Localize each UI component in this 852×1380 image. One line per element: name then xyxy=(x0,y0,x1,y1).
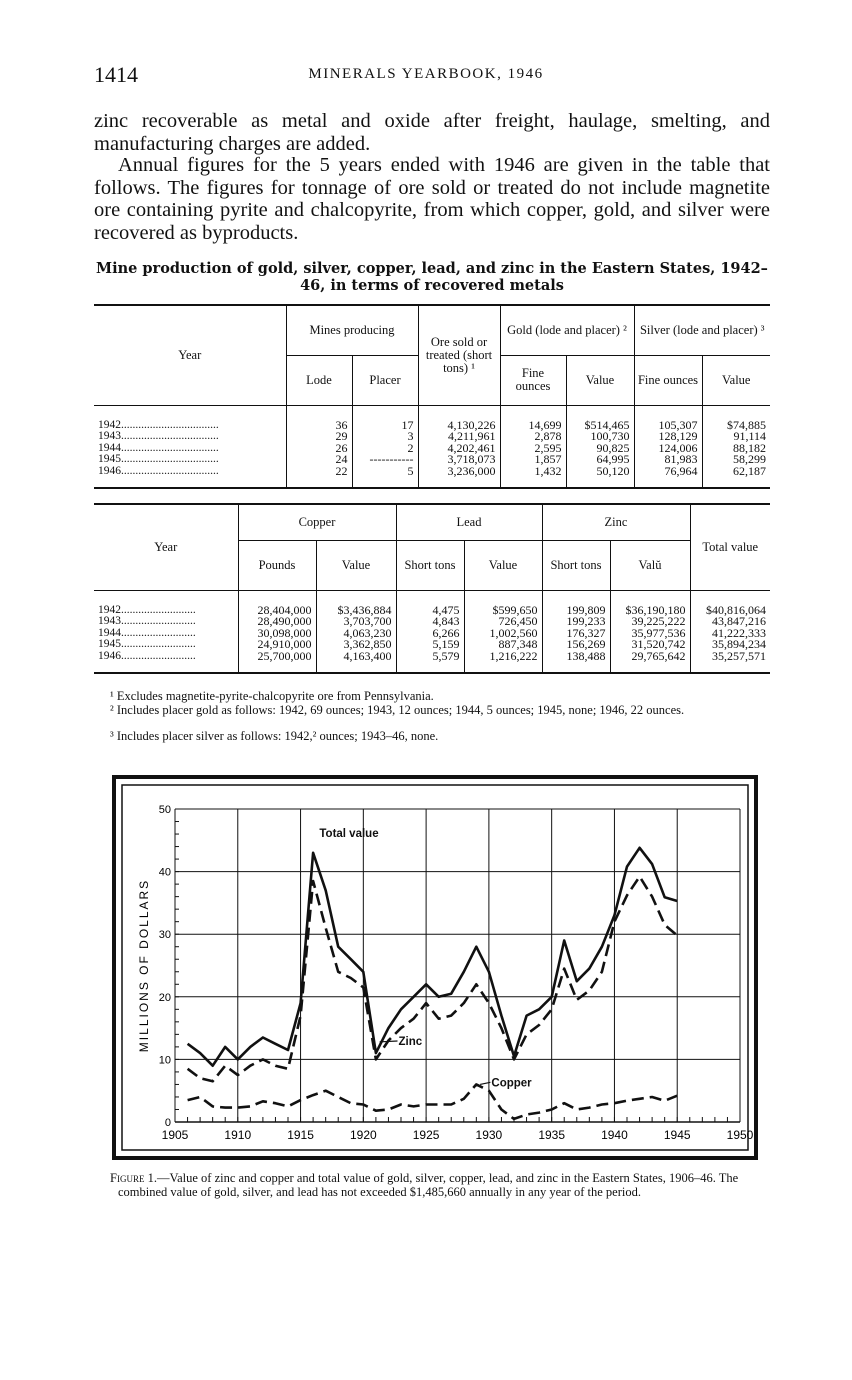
table-row xyxy=(94,405,770,431)
table-cell: 25,700,000 xyxy=(238,651,316,674)
table-cell: 2,878 xyxy=(500,431,566,443)
x-tick-label: 1925 xyxy=(412,1128,440,1142)
table-cell: 28,490,000 xyxy=(238,616,316,628)
table2-body xyxy=(94,590,770,673)
table-cell: 156,269 xyxy=(542,639,610,651)
table-cell: 4,130,226 xyxy=(418,405,500,431)
y-tick-label: 10 xyxy=(158,1054,171,1067)
table-cell: 29 xyxy=(286,431,352,443)
series-label: Total value xyxy=(319,828,379,841)
table-cell: 35,257,571 xyxy=(690,651,770,674)
table-cell: 88,182 xyxy=(702,443,770,455)
table-cell: 39,225,222 xyxy=(610,616,690,628)
table-cell: 3 xyxy=(352,431,418,443)
table-cell: $3,436,884 xyxy=(316,590,396,616)
header-copper-pounds: Pounds xyxy=(238,540,316,590)
header-total-value: Total value xyxy=(690,504,770,590)
table-cell: $514,465 xyxy=(566,405,634,431)
x-tick-label: 1945 xyxy=(663,1128,691,1142)
table-cell: 100,730 xyxy=(566,431,634,443)
header-lead: Lead xyxy=(396,504,542,540)
table-cell: 24,910,000 xyxy=(238,639,316,651)
table-row xyxy=(94,466,770,489)
x-tick-label: 1950 xyxy=(726,1128,754,1142)
header-mines-producing: Mines producing xyxy=(286,305,418,355)
production-table-gold-silver xyxy=(94,304,770,489)
x-tick-label: 1940 xyxy=(601,1128,628,1142)
chart-grid xyxy=(175,809,740,1122)
table-cell: 887,348 xyxy=(464,639,542,651)
table-cell: 62,187 xyxy=(702,466,770,489)
paragraph-2: Annual figures for the 5 years ended with 1946 are given in the table that follows. The figures for tonnage of ore sold or treated do not include magnetite ore containing pyrite and chalcopyrite, from which copper, gold, and silver were recovered as byproducts. xyxy=(94,154,770,244)
table-cell: $74,885 xyxy=(702,405,770,431)
footnote-2: ² Includes placer gold as follows: 1942, 69 ounces; 1943, 12 ounces; 1944, 5 ounces; 1945, none; 1946, 22 ounces. xyxy=(110,703,685,717)
header-gold: Gold (lode and placer) ² xyxy=(500,305,634,355)
table-cell: 28,404,000 xyxy=(238,590,316,616)
table-cell: 50,120 xyxy=(566,466,634,489)
table-cell: $599,650 xyxy=(464,590,542,616)
caption-text: —Value of zinc and copper and total value of gold, silver, copper, lead, and zinc in the Eastern States, 1906–46. The combined value of gold, silver, and lead has not exceeded $1,485,660 annually in any year of the period. xyxy=(118,1171,739,1199)
chart-outer-frame xyxy=(114,777,756,1158)
header-year: Year xyxy=(94,504,238,590)
table-title: Mine production of gold, silver, copper, lead, and zinc in the Eastern States, 1942–46, in terms of recovered metals xyxy=(96,260,768,294)
row-year: 1944.................................. xyxy=(98,442,219,454)
table-cell: 2,595 xyxy=(500,443,566,455)
table-cell: 5,159 xyxy=(396,639,464,651)
table-cell: 58,299 xyxy=(702,454,770,466)
table-cell: 26 xyxy=(286,443,352,455)
table-cell: 5 xyxy=(352,466,418,489)
paragraph-1: zinc recoverable as metal and oxide after freight, haulage, smelting, and manufacturing charges are added. xyxy=(94,110,770,155)
header-gold-fine-ounces: Fine ounces xyxy=(500,355,566,405)
table-cell: 3,718,073 xyxy=(418,454,500,466)
row-year: 1943.......................... xyxy=(98,616,196,628)
table-cell: 6,266 xyxy=(396,628,464,640)
table-cell: 64,995 xyxy=(566,454,634,466)
header-gold-value: Value xyxy=(566,355,634,405)
chart-inner-frame xyxy=(122,785,748,1150)
table-cell: 105,307 xyxy=(634,405,702,431)
table-cell: 35,977,536 xyxy=(610,628,690,640)
table-cell: 1,002,560 xyxy=(464,628,542,640)
table-cell: 4,202,461 xyxy=(418,443,500,455)
page-number: 1414 xyxy=(94,62,138,87)
row-year: 1946.......................... xyxy=(98,650,196,662)
row-year: 1942.................................. xyxy=(98,418,219,431)
x-tick-label: 1935 xyxy=(538,1128,566,1142)
table-cell: 3,236,000 xyxy=(418,466,500,489)
table-cell: 43,847,216 xyxy=(690,616,770,628)
x-tick-label: 1915 xyxy=(287,1128,314,1142)
table-cell: 138,488 xyxy=(542,651,610,674)
table-cell: 14,699 xyxy=(500,405,566,431)
header-silver-value: Value xyxy=(702,355,770,405)
y-tick-label: 50 xyxy=(158,804,171,816)
x-tick-label: 1920 xyxy=(349,1128,377,1142)
header-silver-fine-ounces: Fine ounces xyxy=(634,355,702,405)
table-cell: 124,006 xyxy=(634,443,702,455)
table-cell: 22 xyxy=(286,466,352,489)
table-cell: 726,450 xyxy=(464,616,542,628)
x-tick-label: 1910 xyxy=(224,1128,252,1142)
table-cell: 176,327 xyxy=(542,628,610,640)
row-year: 1945.................................. xyxy=(98,454,219,466)
series-line-zinc xyxy=(188,877,678,1082)
series-line-total-value xyxy=(188,848,678,1066)
table-cell: 90,825 xyxy=(566,443,634,455)
table-cell: 2 xyxy=(352,443,418,455)
table-cell: $40,816,064 xyxy=(690,590,770,616)
table-cell: 35,894,234 xyxy=(690,639,770,651)
series-label: Zinc xyxy=(398,1036,423,1049)
caption-label: Figure 1. xyxy=(110,1171,157,1185)
table-row xyxy=(94,590,770,616)
table-cell: 24 xyxy=(286,454,352,466)
table-cell: 1,216,222 xyxy=(464,651,542,674)
table-cell: 36 xyxy=(286,405,352,431)
row-year: 1945.......................... xyxy=(98,639,196,651)
table-cell: 3,362,850 xyxy=(316,639,396,651)
table-cell: 5,579 xyxy=(396,651,464,674)
running-head: MINERALS YEARBOOK, 1946 xyxy=(308,66,544,82)
row-year: 1946.................................. xyxy=(98,465,219,477)
table-cell: $36,190,180 xyxy=(610,590,690,616)
header-zinc: Zinc xyxy=(542,504,690,540)
figure-caption xyxy=(110,1172,778,1199)
series-line-copper xyxy=(188,1084,678,1119)
y-tick-label: 20 xyxy=(158,991,171,1004)
x-tick-label: 1905 xyxy=(161,1128,189,1142)
chart-lines xyxy=(188,848,678,1119)
header-placer: Placer xyxy=(352,355,418,405)
header-zinc-short-tons: Short tons xyxy=(542,540,610,590)
header-lode: Lode xyxy=(286,355,352,405)
table-cell: 1,857 xyxy=(500,454,566,466)
x-tick-label: 1930 xyxy=(475,1128,503,1142)
table-cell: 91,114 xyxy=(702,431,770,443)
table-cell: 4,475 xyxy=(396,590,464,616)
footnote-1: ¹ Excludes magnetite-pyrite-chalcopyrite ore from Pennsylvania. xyxy=(110,689,434,703)
table-cell: 128,129 xyxy=(634,431,702,443)
header-copper: Copper xyxy=(238,504,396,540)
table-cell: 41,222,333 xyxy=(690,628,770,640)
series-label: Copper xyxy=(491,1077,532,1090)
header-ore-sold: Ore sold or treated (short tons) ¹ xyxy=(418,305,500,405)
table-cell: 199,233 xyxy=(542,616,610,628)
header-silver: Silver (lode and placer) ³ xyxy=(634,305,770,355)
table-cell: 1,432 xyxy=(500,466,566,489)
table-cell: 4,843 xyxy=(396,616,464,628)
row-year: 1943.................................. xyxy=(98,431,219,443)
table-cell: 81,983 xyxy=(634,454,702,466)
zinc-copper-value-chart xyxy=(112,775,758,1160)
table-cell: 29,765,642 xyxy=(610,651,690,674)
footnote-3: ³ Includes placer silver as follows: 1942,² ounces; 1943–46, none. xyxy=(110,729,439,743)
table-cell: 3,703,700 xyxy=(316,616,396,628)
table-cell: 31,520,742 xyxy=(610,639,690,651)
y-axis-label: MILLIONS OF DOLLARS xyxy=(137,878,151,1053)
table-cell: 4,063,230 xyxy=(316,628,396,640)
header-copper-value: Value xyxy=(316,540,396,590)
chart-ticks xyxy=(159,804,754,1142)
table1-body xyxy=(94,405,770,488)
table-cell: 4,163,400 xyxy=(316,651,396,674)
y-tick-label: 40 xyxy=(158,866,171,879)
table-cell: 76,964 xyxy=(634,466,702,489)
table-cell: 17 xyxy=(352,405,418,431)
table-cell: 30,098,000 xyxy=(238,628,316,640)
table-cell: 4,211,961 xyxy=(418,431,500,443)
y-tick-label: 30 xyxy=(158,929,171,942)
header-lead-value: Value xyxy=(464,540,542,590)
header-year: Year xyxy=(94,305,286,405)
table-cell: ----------- xyxy=(352,454,418,466)
header-lead-short-tons: Short tons xyxy=(396,540,464,590)
production-table-copper-lead-zinc xyxy=(94,503,770,674)
table-cell: 199,809 xyxy=(542,590,610,616)
row-year: 1944.......................... xyxy=(98,627,196,639)
row-year: 1942.......................... xyxy=(98,603,196,616)
y-tick-label: 0 xyxy=(164,1117,171,1129)
table-row xyxy=(94,651,770,674)
header-zinc-value: Valŭ xyxy=(610,540,690,590)
